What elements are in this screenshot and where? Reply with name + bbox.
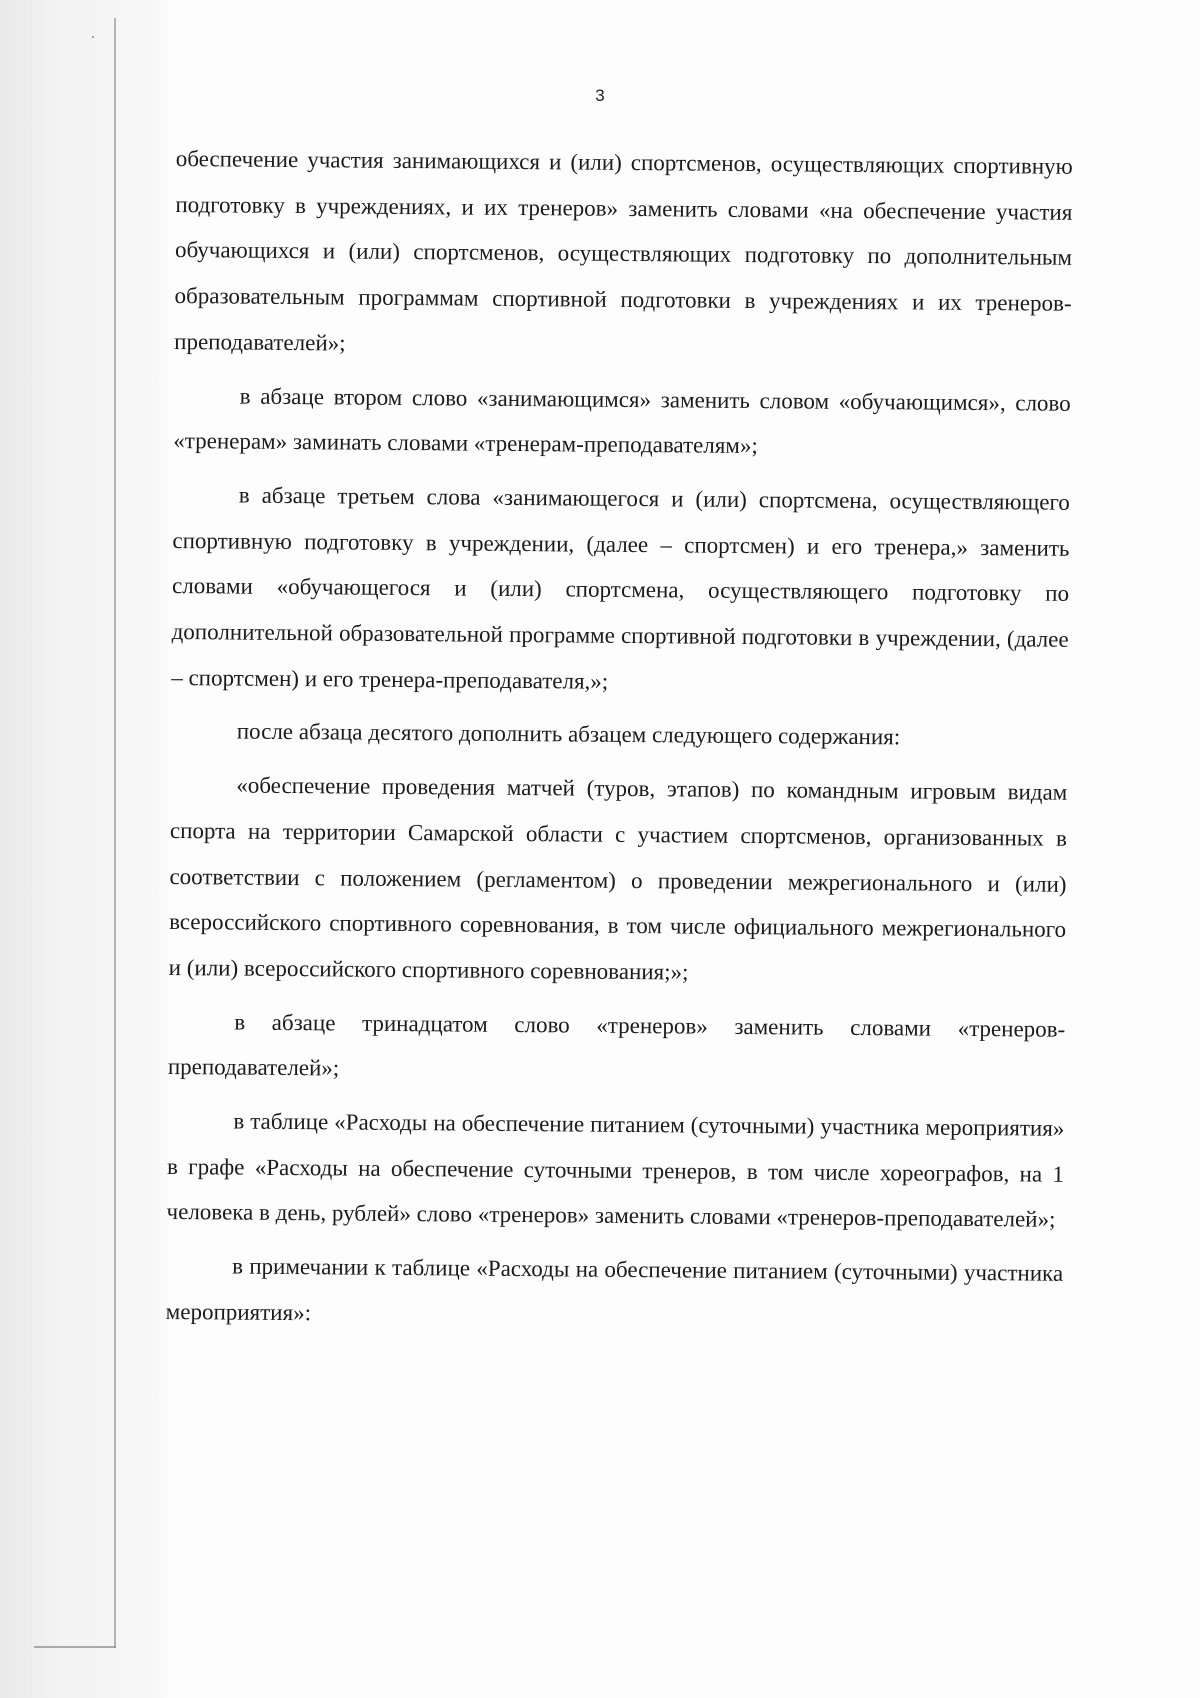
- paragraph-continuation: обеспечение участия занимающихся и (или) спортсменов, осуществляющих спортивную подготовку в учреждениях, и их тренеров» заменить словами «на обеспечение участия обучающихся и (или) спортсменов, осуществляющих подготовку по дополнительным образовательным программам спортивной подготовки в учреждениях и их тренеров-преподавателей»;: [174, 145, 1073, 356]
- paragraph: в абзаце третьем слова «занимающегося и (или) спортсмена, осуществляющего спортивную подготовку в учреждении, (далее – спортсмен) и его тренера,» заменить словами «обучающегося и (или) спортсмена, осуществляющего подготовку по дополнительной образовательной программе спортивной подготовки в учреждении, (далее – спортсмен) и его тренера-преподавателя,»;: [171, 482, 1070, 694]
- document-body: [165, 136, 1072, 1350]
- binding-corner-line: [34, 1646, 116, 1648]
- page-number: 3: [595, 86, 605, 105]
- paragraph: в примечании к таблице «Расходы на обеспечение питанием (суточными) участника мероприятия»:: [165, 1253, 1064, 1326]
- paragraph-quoted-insertion: «обеспечение проведения матчей (туров, этапов) по командным игровым видам спорта на территории Самарской области с участием спортсменов, организованных в соответствии с положением (регламентом) о проведении межрегионального и (или) всероссийского спортивного соревнования, в том числе официального межрегионального и (или) всероссийского спортивного соревнования;»;: [168, 772, 1068, 985]
- binding-shadow: [0, 0, 168, 1698]
- paragraph: после абзаца десятого дополнить абзацем следующего содержания:: [236, 718, 901, 750]
- binding-margin-line: [114, 18, 116, 1648]
- scan-speck: [92, 36, 94, 38]
- paragraph: в таблице «Расходы на обеспечение питанием (суточными) участника мероприятия» в графе «Расходы на обеспечение суточными тренеров, в том числе хореографов, на 1 человека в день, рублей» слово «тренеров» заменить словами «тренеров-преподавателей»;: [166, 1108, 1065, 1233]
- paragraph: в абзаце втором слово «занимающимся» заменить словом «обучающимся», слово «тренерам» заминать словами «тренерам-преподавателям»;: [173, 383, 1071, 459]
- paragraph: в абзаце тринадцатом слово «тренеров» заменить словами «тренеров-преподавателей»;: [167, 1009, 1066, 1081]
